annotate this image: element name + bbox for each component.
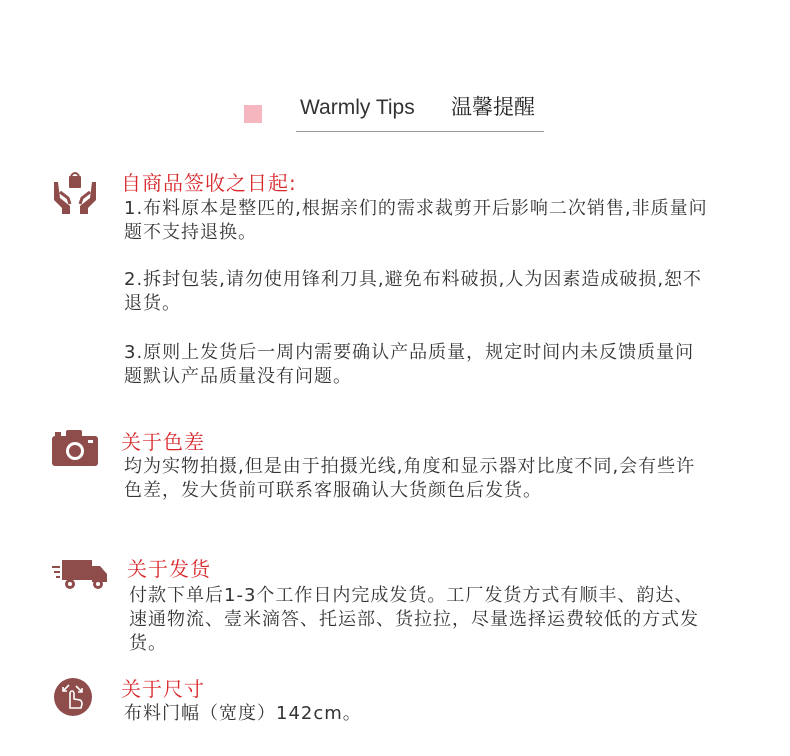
- touch-resize-icon: [54, 678, 92, 716]
- paragraph: 2.拆封包装,请勿使用锋利刀具,避免布料破损,人为因素造成破损,恕不退货。: [124, 269, 703, 314]
- paragraph: 3.原则上发货后一周内需要确认产品质量，规定时间内未反馈质量问题默认产品质量没有问题。: [124, 342, 695, 387]
- title-underline: [296, 131, 544, 132]
- paragraph: 布料门幅（宽度）142cm。: [124, 703, 362, 724]
- title-english: Warmly Tips: [300, 96, 415, 119]
- paragraph: 均为实物拍摄,但是由于拍摄光线,角度和显示器对比度不同,会有些许色差，发大货前可联系客服确认大货颜色后发货。: [124, 456, 696, 501]
- paragraph: 付款下单后1-3个工作日内完成发货。工厂发货方式有顺丰、韵达、速通物流、壹米滴答、托运部、货拉拉，尽量选择运费较低的方式发货。: [129, 585, 699, 654]
- tips-header: [0, 0, 790, 140]
- section-heading: 关于尺寸: [121, 677, 205, 701]
- accent-square: [244, 105, 262, 123]
- paragraph: 1.布料原本是整匹的,根据亲们的需求裁剪开后影响二次销售,非质量问题不支持退换。: [124, 198, 708, 243]
- section-heading: 关于色差: [121, 430, 205, 454]
- camera-icon: [52, 430, 98, 466]
- delivery-truck-icon: [52, 560, 108, 590]
- hands-bag-icon: [52, 170, 98, 214]
- section-heading: 自商品签收之日起:: [121, 171, 297, 195]
- title-chinese: 温馨提醒: [451, 95, 535, 119]
- section-heading: 关于发货: [127, 557, 211, 581]
